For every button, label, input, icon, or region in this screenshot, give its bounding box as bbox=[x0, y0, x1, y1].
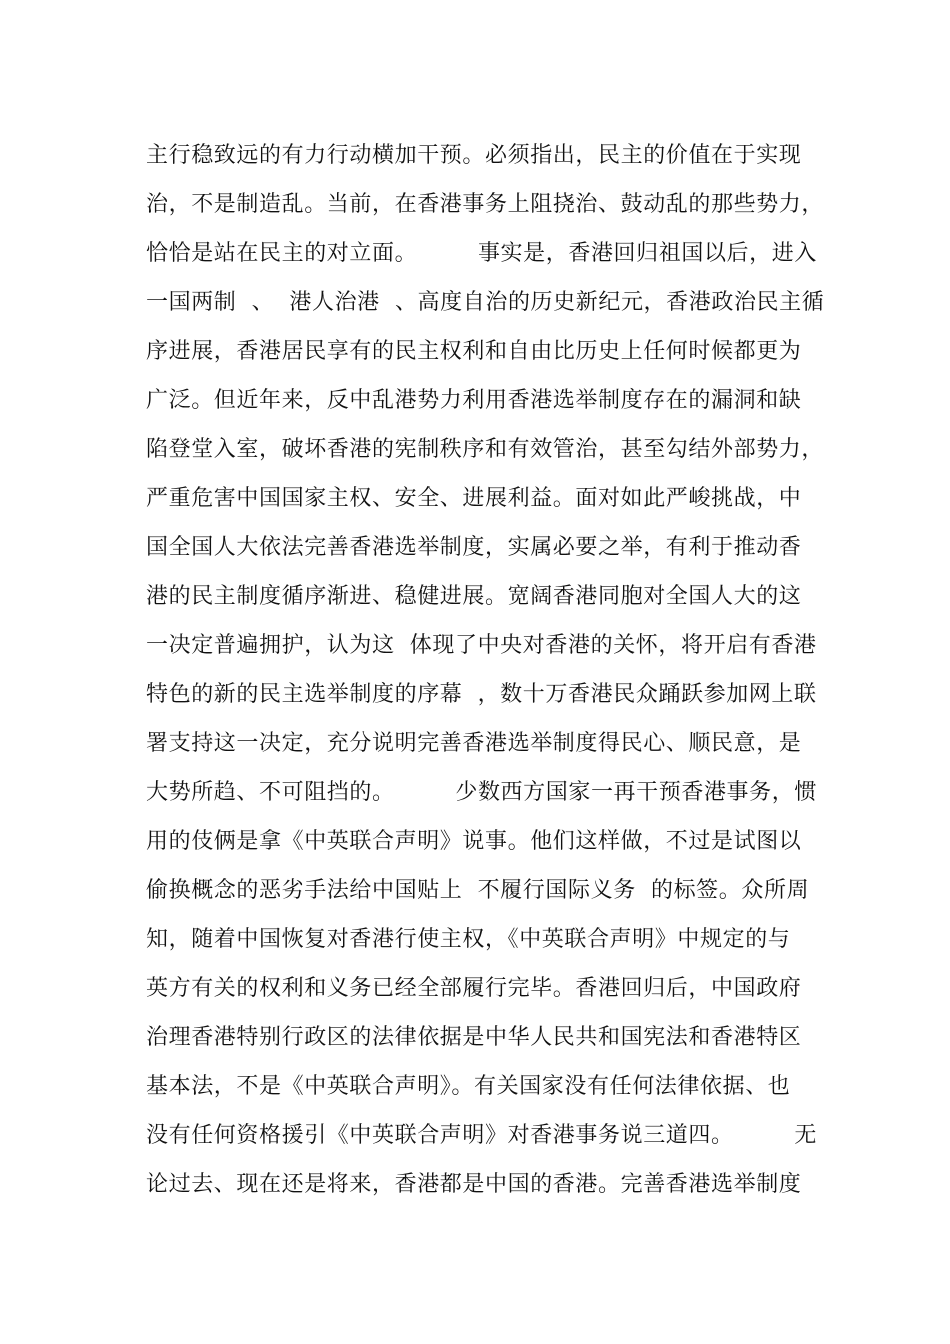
text-line: 英方有关的权利和义务已经全部履行完毕。香港回归后，中国政府 bbox=[146, 976, 802, 1001]
text-line: 论过去、现在还是将来，香港都是中国的香港。完善香港选举制度 bbox=[146, 1172, 802, 1197]
body-text bbox=[146, 131, 826, 1209]
text-line: 恰恰是站在民主的对立面。 事实是，香港回归祖国以后，进入 bbox=[146, 241, 817, 266]
text-line: 陷登堂入室，破坏香港的宪制秩序和有效管治，甚至勾结外部势力， bbox=[146, 437, 825, 462]
text-line: 严重危害中国国家主权、安全、进展利益。面对如此严峻挑战，中 bbox=[146, 486, 802, 511]
text-line: 广泛。但近年来，反中乱港势力利用香港选举制度存在的漏洞和缺 bbox=[146, 388, 802, 413]
text-line: 知，随着中国恢复对香港行使主权，《中英联合声明》中规定的与 bbox=[146, 927, 791, 952]
text-line: 特色的新的民主选举制度的序幕 ，数十万香港民众踊跃参加网上联 bbox=[146, 682, 817, 707]
text-line: 用的伎俩是拿《中英联合声明》说事。他们这样做，不过是试图以 bbox=[146, 829, 802, 854]
text-line: 基本法，不是《中英联合声明》。有关国家没有任何法律依据、也 bbox=[146, 1074, 791, 1099]
text-line: 大势所趋、不可阻挡的。 少数西方国家一再干预香港事务，惯 bbox=[146, 780, 817, 805]
text-line: 国全国人大依法完善香港选举制度，实属必要之举，有利于推动香 bbox=[146, 535, 802, 560]
text-line: 治，不是制造乱。当前，在香港事务上阻挠治、鼓动乱的那些势力， bbox=[146, 192, 825, 217]
text-line: 治理香港特别行政区的法律依据是中华人民共和国宪法和香港特区 bbox=[146, 1025, 802, 1050]
text-line: 偷换概念的恶劣手法给中国贴上 不履行国际义务 的标签。众所周 bbox=[146, 878, 810, 903]
text-line: 港的民主制度循序渐进、稳健进展。宽阔香港同胞对全国人大的这 bbox=[146, 584, 802, 609]
text-line: 署支持这一决定，充分说明完善香港选举制度得民心、顺民意，是 bbox=[146, 731, 802, 756]
text-line: 一决定普遍拥护，认为这 体现了中央对香港的关怀，将开启有香港 bbox=[146, 633, 817, 658]
text-line: 一国两制 、 港人治港 、高度自治的历史新纪元，香港政治民主循 bbox=[146, 290, 825, 315]
text-line: 没有任何资格援引《中英联合声明》对香港事务说三道四。 无 bbox=[146, 1123, 817, 1148]
text-line: 主行稳致远的有力行动横加干预。必须指出，民主的价值在于实现 bbox=[146, 143, 802, 168]
text-line: 序进展，香港居民享有的民主权利和自由比历史上任何时候都更为 bbox=[146, 339, 802, 364]
